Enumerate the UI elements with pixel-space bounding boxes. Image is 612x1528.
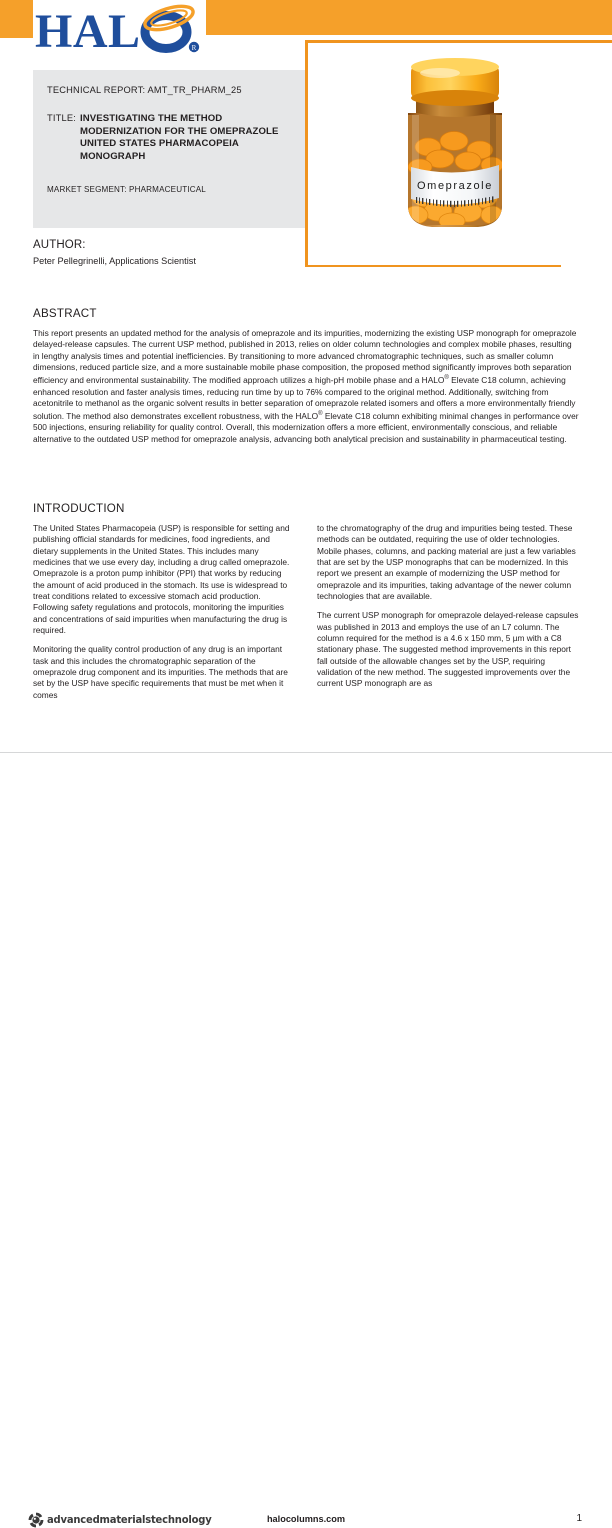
footer-url: halocolumns.com (266, 1514, 346, 1524)
svg-text:R: R (191, 44, 197, 52)
svg-text:HAL: HAL (35, 5, 141, 57)
technical-report-id: TECHNICAL REPORT: AMT_TR_PHARM_25 (47, 85, 242, 95)
intro-paragraph: to the chromatography of the drug and impurities being tested. These methods can be outdated, requiring the use of older technologies. Mobile phases, columns, and packing material are just a few variables that are set by the USP monographs that can be modernized. In this report we present an example of modernizing the USP method for omeprazole and its impurities, taking advantage of the newer column technologies that are available. (317, 523, 576, 602)
market-segment: MARKET SEGMENT: PHARMACEUTICAL (47, 185, 206, 195)
photo-frame-bottom-rule (305, 265, 561, 268)
page-footer (0, 752, 612, 1526)
registered-mark-1: ® (444, 375, 449, 382)
abstract-section (33, 307, 579, 445)
title-label: TITLE: (47, 113, 77, 123)
introduction-left-column (33, 523, 295, 701)
halo-logo (33, 3, 208, 57)
banner-orange-right (206, 0, 612, 35)
intro-paragraph: The United States Pharmacopeia (USP) is responsible for setting and publishing official standards for medicines, food ingredients, and dietary supplements in the United States. This includes many medicines that we use every day, including a drug called omeprazole. Omeprazole is a proton pump inhibitor (PPI) that works by reducing the amount of acid produced in the stomach. Its use is widespread to treat conditions related to excessive stomach acid production. Following safety regulations and protocols, monitoring the impurities and concentrations of said impurities when manufacturing the drug is required. (33, 523, 290, 636)
introduction-columns (33, 523, 579, 701)
page-title: INVESTIGATING THE METHOD MODERNIZATION FOR THE OMEPRAZOLE UNITED STATES PHARMACOPEIA MONOGRAPH (80, 113, 279, 162)
abstract-body (33, 328, 579, 445)
bottle-label-text: Omeprazole (417, 180, 493, 192)
abstract-body-part2: Elevate C18 column, achieving enhanced resolution and faster analysis times, reducing run time by up to 76% compared to the original method. Additionally, switching from acetonitrile to methanol as the organic solvent results in better separation of omeprazole related isomers and offers a more environmentally friendly solution. The method also demonstrates excellent robustness, with the HALO (33, 375, 576, 421)
author-label: AUTHOR: (33, 239, 86, 251)
intro-paragraph: Monitoring the quality control production of any drug is an important task and this includes the chromatographic separation of the omeprazole drug component and its impurities. The methods that are set by the USP have specific requirements that must be met when it comes (33, 644, 288, 700)
introduction-section (33, 502, 579, 701)
author-block (33, 239, 305, 266)
author-name: Peter Pellegrinelli, Applications Scientist (33, 256, 196, 266)
photo-frame-left-rule (305, 40, 308, 267)
abstract-heading: ABSTRACT (33, 307, 97, 320)
report-title-row (47, 113, 291, 163)
abstract-body-part3: Elevate C18 column exhibiting minimal changes in performance over 500 injections, ensuring reliability for quality control. Overall, this modernization offers a more efficient, environmentally conscious, and reliable alternative to the outdated USP method for omeprazole analysis, advancing both analytical precision and sustainability in pharmaceutical testing. (33, 410, 579, 444)
intro-paragraph: The current USP monograph for omeprazole delayed-release capsules was published in 2013 and employs the use of an L7 column. The column required for the method is a 4.6 x 150 mm, 5 µm with a C8 stationary phase. The suggested method improvements in this report fall outside of the allowable changes set by the USP, requiring validation of the new method. The suggested improvements over the current USP monograph are as (317, 610, 579, 689)
report-title-block (33, 70, 305, 228)
page-number: 1 (576, 1513, 582, 1524)
omeprazole-bottle-photo (380, 55, 530, 255)
abstract-body-part1: This report presents an updated method for the analysis of omeprazole and its impurities, modernizing the existing USP monograph for omeprazole delayed-release capsules. The current USP method, published in 2013, relies on older column technologies and complex mobile phases, resulting in lengthy analysis times and potential inefficiencies. By transitioning to more advanced chromatographic techniques, such as smaller column dimensions, reduced particle size, and a more sustainable mobile phase composition, the proposed method significantly improves both separation efficiency and environmental sustainability. The modified approach utilizes a high-pH mobile phase and a HALO (33, 328, 577, 386)
photo-frame-top-rule (305, 40, 612, 43)
company-name: advancedmaterialstechnology (47, 1514, 212, 1526)
introduction-right-column (317, 523, 579, 701)
banner-orange-left (0, 0, 33, 38)
registered-mark-2: ® (318, 411, 323, 418)
introduction-heading: INTRODUCTION (33, 502, 125, 515)
